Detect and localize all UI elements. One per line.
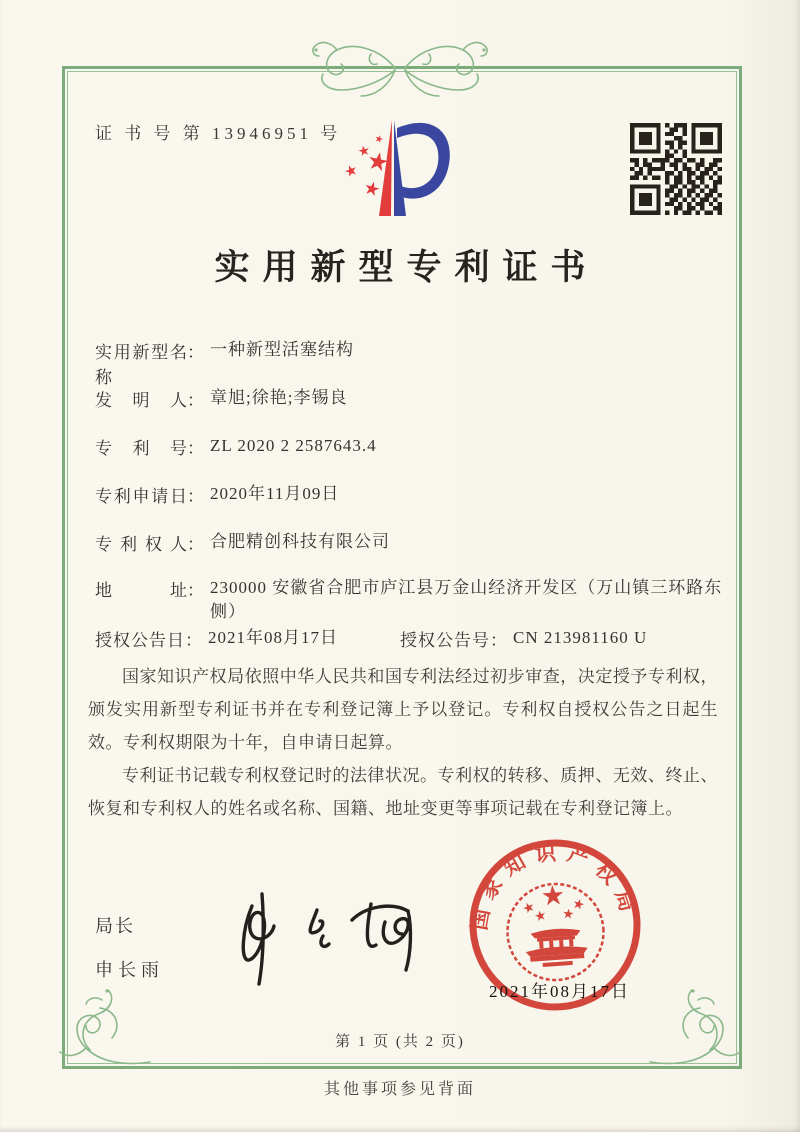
- field-colon: ：: [187, 487, 204, 506]
- field-value: 合肥精创科技有限公司: [210, 532, 390, 551]
- field-label: 实用新型名称: [95, 343, 187, 387]
- body-paragraph-1: 国家知识产权局依照中华人民共和国专利法经过初步审查，决定授予专利权，颁发实用新型专利证书并在专利登记簿上予以登记。专利权自授权公告之日起生效。专利权期限为十年，自申请日起算。: [88, 667, 718, 752]
- legal-text-block: [88, 660, 718, 825]
- back-note: 其他事项参见背面: [323, 1081, 476, 1098]
- field-colon: ：: [490, 631, 507, 650]
- field-colon: ：: [187, 535, 204, 554]
- field-colon: ：: [187, 391, 204, 410]
- director-signature-icon: [222, 878, 437, 993]
- field-colon: ：: [187, 439, 204, 458]
- certificate-number: 证 书 号 第 13946951 号: [95, 124, 342, 143]
- field-value: 230000 安徽省合肥市庐江县万金山经济开发区（万山镇三环路东侧）: [210, 578, 723, 621]
- field-value: 章旭;徐艳;李锡良: [210, 388, 348, 407]
- field-label: 发明人: [95, 391, 187, 410]
- director-name: 申长雨: [95, 960, 164, 980]
- field-row-inventor: [95, 386, 347, 411]
- field-colon: ：: [185, 631, 202, 650]
- field-value: ZL 2020 2 2587643.4: [210, 436, 377, 455]
- field-row-patentee: [95, 530, 390, 555]
- seal-text: 国家知识产权局: [466, 840, 643, 932]
- field-label: 专利申请日: [95, 487, 187, 506]
- cnipa-logo-icon: [334, 114, 466, 236]
- field-row-address: [95, 576, 730, 624]
- field-row-name: [95, 338, 354, 388]
- grant-date-label: 授权公告日: [95, 631, 185, 650]
- grant-no-value: CN 213981160 U: [513, 628, 648, 647]
- body-paragraph-2: 专利证书记载专利权登记时的法律状况。专利权的转移、质押、无效、终止、恢复和专利权人的姓名或名称、国籍、地址变更等事项记载在专利登记簿上。: [88, 766, 718, 818]
- field-colon: ：: [187, 343, 204, 362]
- grant-row: [95, 626, 647, 651]
- field-colon: ：: [187, 581, 204, 600]
- director-block: [95, 912, 164, 982]
- field-row-patent-no: [95, 434, 377, 459]
- svg-text:国家知识产权局: [461, 835, 643, 933]
- field-value: 一种新型活塞结构: [210, 340, 354, 359]
- field-label: 专利号: [95, 439, 187, 458]
- field-row-filing-date: [95, 482, 339, 507]
- grant-no-label: 授权公告号: [400, 631, 490, 650]
- seal-date: 2021年08月17日: [489, 982, 630, 1001]
- qr-code: [630, 123, 722, 215]
- field-value: 2020年11月09日: [210, 484, 340, 503]
- field-label: 专利权人: [95, 535, 187, 554]
- grant-no-pair: [400, 626, 647, 651]
- grant-date-pair: [95, 626, 338, 651]
- director-title: 局长: [95, 916, 135, 936]
- seal-emblem-gate: [524, 927, 588, 968]
- field-label: 地址: [95, 581, 187, 600]
- page-number: 第 1 页 (共 2 页): [335, 1034, 465, 1050]
- grant-date-value: 2021年08月17日: [208, 628, 338, 647]
- dragon-flourish-icon: [283, 30, 517, 108]
- certificate-title: 实用新型专利证书: [214, 248, 599, 287]
